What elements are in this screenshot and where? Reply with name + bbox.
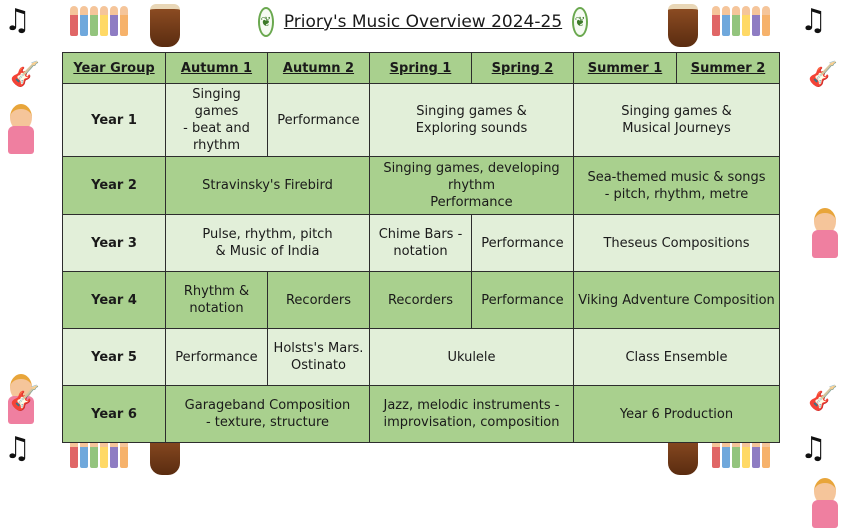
- drum-icon: [668, 4, 698, 47]
- topic-cell: Singing games & Musical Journeys: [574, 84, 780, 157]
- child-figure-icon: [752, 6, 760, 36]
- topic-cell: Performance: [166, 329, 268, 386]
- table-row: [63, 272, 780, 329]
- year-group-cell: Year 3: [63, 215, 166, 272]
- topic-cell: Recorders: [268, 272, 370, 329]
- girl-listening-icon: [808, 478, 842, 530]
- table-row: [63, 386, 780, 443]
- children-group-icon: [712, 6, 770, 36]
- topic-cell: Performance: [268, 84, 370, 157]
- title-bar: [258, 4, 588, 40]
- column-header-summer-1: Summer 1: [574, 53, 677, 84]
- topic-cell: Pulse, rhythm, pitch & Music of India: [166, 215, 370, 272]
- topic-cell: Rhythm & notation: [166, 272, 268, 329]
- column-header-year-group: Year Group: [63, 53, 166, 84]
- column-header-autumn-1: Autumn 1: [166, 53, 268, 84]
- table-row: [63, 329, 780, 386]
- child-figure-icon: [70, 6, 78, 36]
- music-overview-table: [62, 52, 780, 443]
- child-figure-icon: [712, 6, 720, 36]
- topic-cell: Performance: [472, 272, 574, 329]
- child-figure-icon: [100, 6, 108, 36]
- child-figure-icon: [80, 6, 88, 36]
- topic-cell: Garageband Composition - texture, structure: [166, 386, 370, 443]
- column-header-autumn-2: Autumn 2: [268, 53, 370, 84]
- ukulele-icon: 🎸: [808, 60, 838, 88]
- topic-cell: Holsts's Mars. Ostinato: [268, 329, 370, 386]
- table-header-row: [63, 53, 780, 84]
- topic-cell: Class Ensemble: [574, 329, 780, 386]
- child-figure-icon: [732, 6, 740, 36]
- drum-icon: [150, 4, 180, 47]
- girl-listening-icon: [4, 104, 38, 156]
- column-header-summer-2: Summer 2: [677, 53, 780, 84]
- year-group-cell: Year 4: [63, 272, 166, 329]
- music-notes-icon: ♫: [800, 3, 827, 38]
- child-figure-icon: [742, 6, 750, 36]
- child-figure-icon: [762, 6, 770, 36]
- topic-cell: Stravinsky's Firebird: [166, 157, 370, 215]
- topic-cell: Performance: [472, 215, 574, 272]
- children-group-icon: [70, 6, 128, 36]
- column-header-spring-1: Spring 1: [370, 53, 472, 84]
- topic-cell: Sea-themed music & songs - pitch, rhythm, metre: [574, 157, 780, 215]
- topic-cell: Recorders: [370, 272, 472, 329]
- topic-cell: Ukulele: [370, 329, 574, 386]
- topic-cell: Viking Adventure Composition: [574, 272, 780, 329]
- year-group-cell: Year 6: [63, 386, 166, 443]
- table-row: [63, 84, 780, 157]
- child-figure-icon: [722, 6, 730, 36]
- year-group-cell: Year 5: [63, 329, 166, 386]
- table-body: [63, 84, 780, 443]
- ukulele-icon: 🎸: [10, 384, 40, 412]
- table-row: [63, 157, 780, 215]
- girl-listening-icon: [808, 208, 842, 260]
- music-notes-icon: ♫: [4, 3, 31, 38]
- page-title: Priory's Music Overview 2024-25: [283, 12, 563, 32]
- column-header-spring-2: Spring 2: [472, 53, 574, 84]
- school-crest-icon: ❦: [258, 7, 274, 37]
- topic-cell: Year 6 Production: [574, 386, 780, 443]
- school-crest-icon: ❦: [572, 7, 588, 37]
- topic-cell: Singing games & Exploring sounds: [370, 84, 574, 157]
- topic-cell: Singing games, developing rhythm Performance: [370, 157, 574, 215]
- topic-cell: Theseus Compositions: [574, 215, 780, 272]
- year-group-cell: Year 2: [63, 157, 166, 215]
- music-notes-icon: ♫: [800, 431, 827, 466]
- child-figure-icon: [90, 6, 98, 36]
- table-row: [63, 215, 780, 272]
- music-notes-icon: ♫: [4, 431, 31, 466]
- ukulele-icon: 🎸: [808, 384, 838, 412]
- topic-cell: Jazz, melodic instruments - improvisation, composition: [370, 386, 574, 443]
- child-figure-icon: [110, 6, 118, 36]
- topic-cell: Singing games - beat and rhythm: [166, 84, 268, 157]
- ukulele-icon: 🎸: [10, 60, 40, 88]
- child-figure-icon: [120, 6, 128, 36]
- year-group-cell: Year 1: [63, 84, 166, 157]
- topic-cell: Chime Bars - notation: [370, 215, 472, 272]
